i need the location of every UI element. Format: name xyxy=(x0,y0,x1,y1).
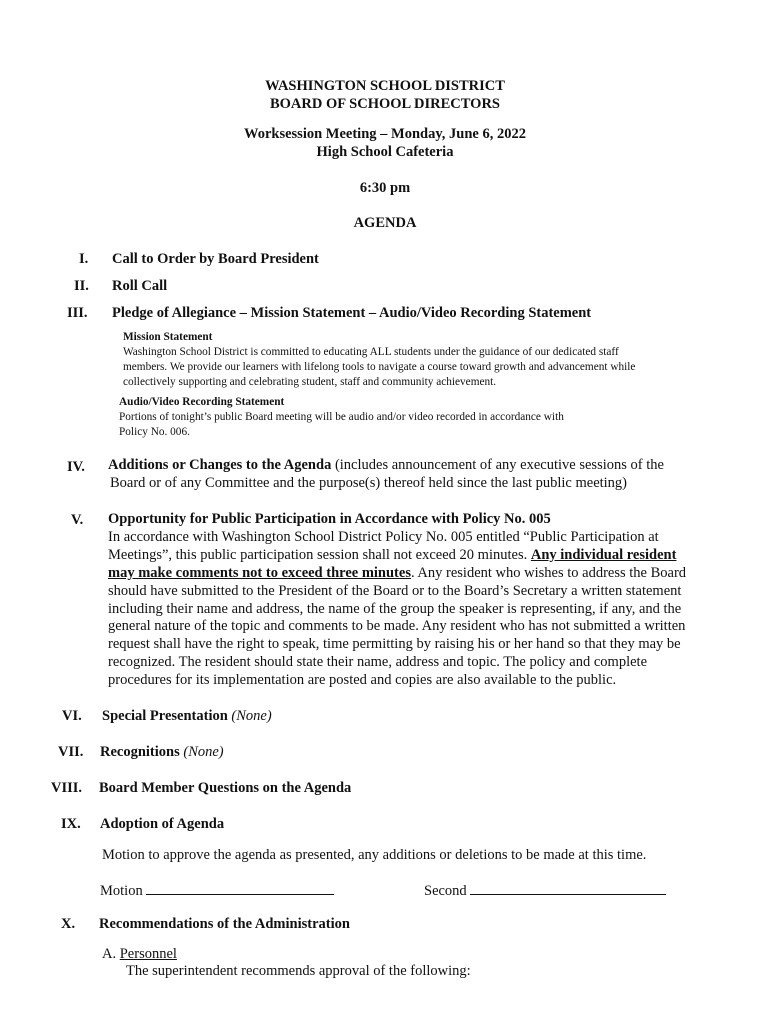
mission-line: members. We provide our learners with lifelong tools to navigate a course toward growth and advancement while xyxy=(123,361,636,373)
public-participation-line: Meetings”, this public participation session shall not exceed 20 minutes. xyxy=(108,546,531,563)
motion-line xyxy=(100,880,334,900)
item-v-block xyxy=(108,511,728,690)
agenda-title: AGENDA xyxy=(353,215,417,231)
item-title-recognitions: Recognitions xyxy=(100,744,180,760)
public-participation-emphasis: may make comments not to exceed three minutes xyxy=(108,564,411,581)
public-participation-line: general nature of the topic and comments to be made. Any resident who has not submitted a written xyxy=(108,618,686,635)
motion-blank[interactable] xyxy=(146,880,334,895)
sub-item-title: Personnel xyxy=(119,946,177,962)
item-number: IV. xyxy=(67,459,85,475)
item-title-board-questions: Board Member Questions on the Agenda xyxy=(99,780,352,796)
public-participation-line: including their name and address, the name of the group the speaker is representing, if any, and the xyxy=(108,600,682,617)
item-vii xyxy=(100,744,224,761)
public-participation-line: . Any resident who wishes to address the Board xyxy=(410,564,687,581)
meeting-location: High School Cafeteria xyxy=(316,144,454,160)
item-number: VII. xyxy=(58,744,84,760)
mission-line: Washington School District is committed to educating ALL students under the guidance of our dedicated staff xyxy=(123,346,619,358)
item-number: II. xyxy=(74,278,89,294)
sub-item-personnel xyxy=(102,946,177,963)
second-label: Second xyxy=(424,883,467,899)
av-line: Policy No. 006. xyxy=(119,426,190,438)
district-name: WASHINGTON SCHOOL DISTRICT xyxy=(265,78,505,94)
board-name: BOARD OF SCHOOL DIRECTORS xyxy=(269,96,501,112)
public-participation-line: In accordance with Washington School District Policy No. 005 entitled “Public Participation at xyxy=(108,528,659,545)
public-participation-emphasis: Any individual resident xyxy=(530,546,677,563)
public-participation-line: recognized. The resident should state their name, address and topic. The policy and complete xyxy=(108,654,648,671)
meeting-time: 6:30 pm xyxy=(359,180,411,196)
item-number: V. xyxy=(71,512,84,528)
item-vi xyxy=(102,708,272,725)
item-title-recommendations: Recommendations of the Administration xyxy=(99,916,350,932)
public-participation-line: should have submitted to the President of the Board or to the Board’s Secretary a written statement xyxy=(108,582,682,599)
sub-item-text: The superintendent recommends approval of the following: xyxy=(126,963,471,979)
item-title-call-to-order: Call to Order by Board President xyxy=(112,251,319,267)
second-line xyxy=(424,880,666,900)
item-iv-note: (includes announcement of any executive sessions of the xyxy=(331,457,664,473)
mission-line: collectively supporting and celebrating student, staff and community achievement. xyxy=(123,376,497,388)
item-title-pledge: Pledge of Allegiance – Mission Statement – Audio/Video Recording Statement xyxy=(112,305,592,321)
motion-text: Motion to approve the agenda as presented, any additions or deletions to be made at this time. xyxy=(102,847,647,863)
av-line: Portions of tonight’s public Board meeting will be audio and/or video recorded in accordance with xyxy=(119,411,564,423)
item-vii-note: (None) xyxy=(183,744,224,760)
item-iv-block xyxy=(108,457,728,493)
item-title-roll-call: Roll Call xyxy=(112,278,168,294)
sub-item-letter: A. xyxy=(102,946,117,962)
second-blank[interactable] xyxy=(470,880,666,895)
item-number: III. xyxy=(67,305,88,321)
item-number: I. xyxy=(79,251,89,267)
item-title-additions: Additions or Changes to the Agenda xyxy=(108,457,332,473)
public-participation-line: request shall have the right to speak, time permitting by raising his or her hand so that they may be xyxy=(108,636,681,653)
item-title-public-participation: Opportunity for Public Participation in Accordance with Policy No. 005 xyxy=(108,511,551,527)
av-statement-heading: Audio/Video Recording Statement xyxy=(119,396,285,408)
item-number: IX. xyxy=(61,816,81,832)
item-number: VIII. xyxy=(51,780,83,796)
item-title-special-presentation: Special Presentation xyxy=(102,708,228,724)
item-iv-note-line2: Board or of any Committee and the purpose(s) thereof held since the last public meeting) xyxy=(110,474,628,491)
mission-statement-block xyxy=(123,330,723,390)
item-number: VI. xyxy=(62,708,82,724)
item-title-adoption: Adoption of Agenda xyxy=(100,816,225,832)
meeting-title: Worksession Meeting – Monday, June 6, 2022 xyxy=(244,126,526,142)
av-statement-block xyxy=(119,395,719,440)
item-number: X. xyxy=(61,916,76,932)
public-participation-line: procedures for its implementation are posted and copies are also available to the public. xyxy=(108,672,617,689)
mission-statement-heading: Mission Statement xyxy=(123,331,213,343)
motion-label: Motion xyxy=(100,883,143,899)
item-vi-note: (None) xyxy=(231,708,272,724)
